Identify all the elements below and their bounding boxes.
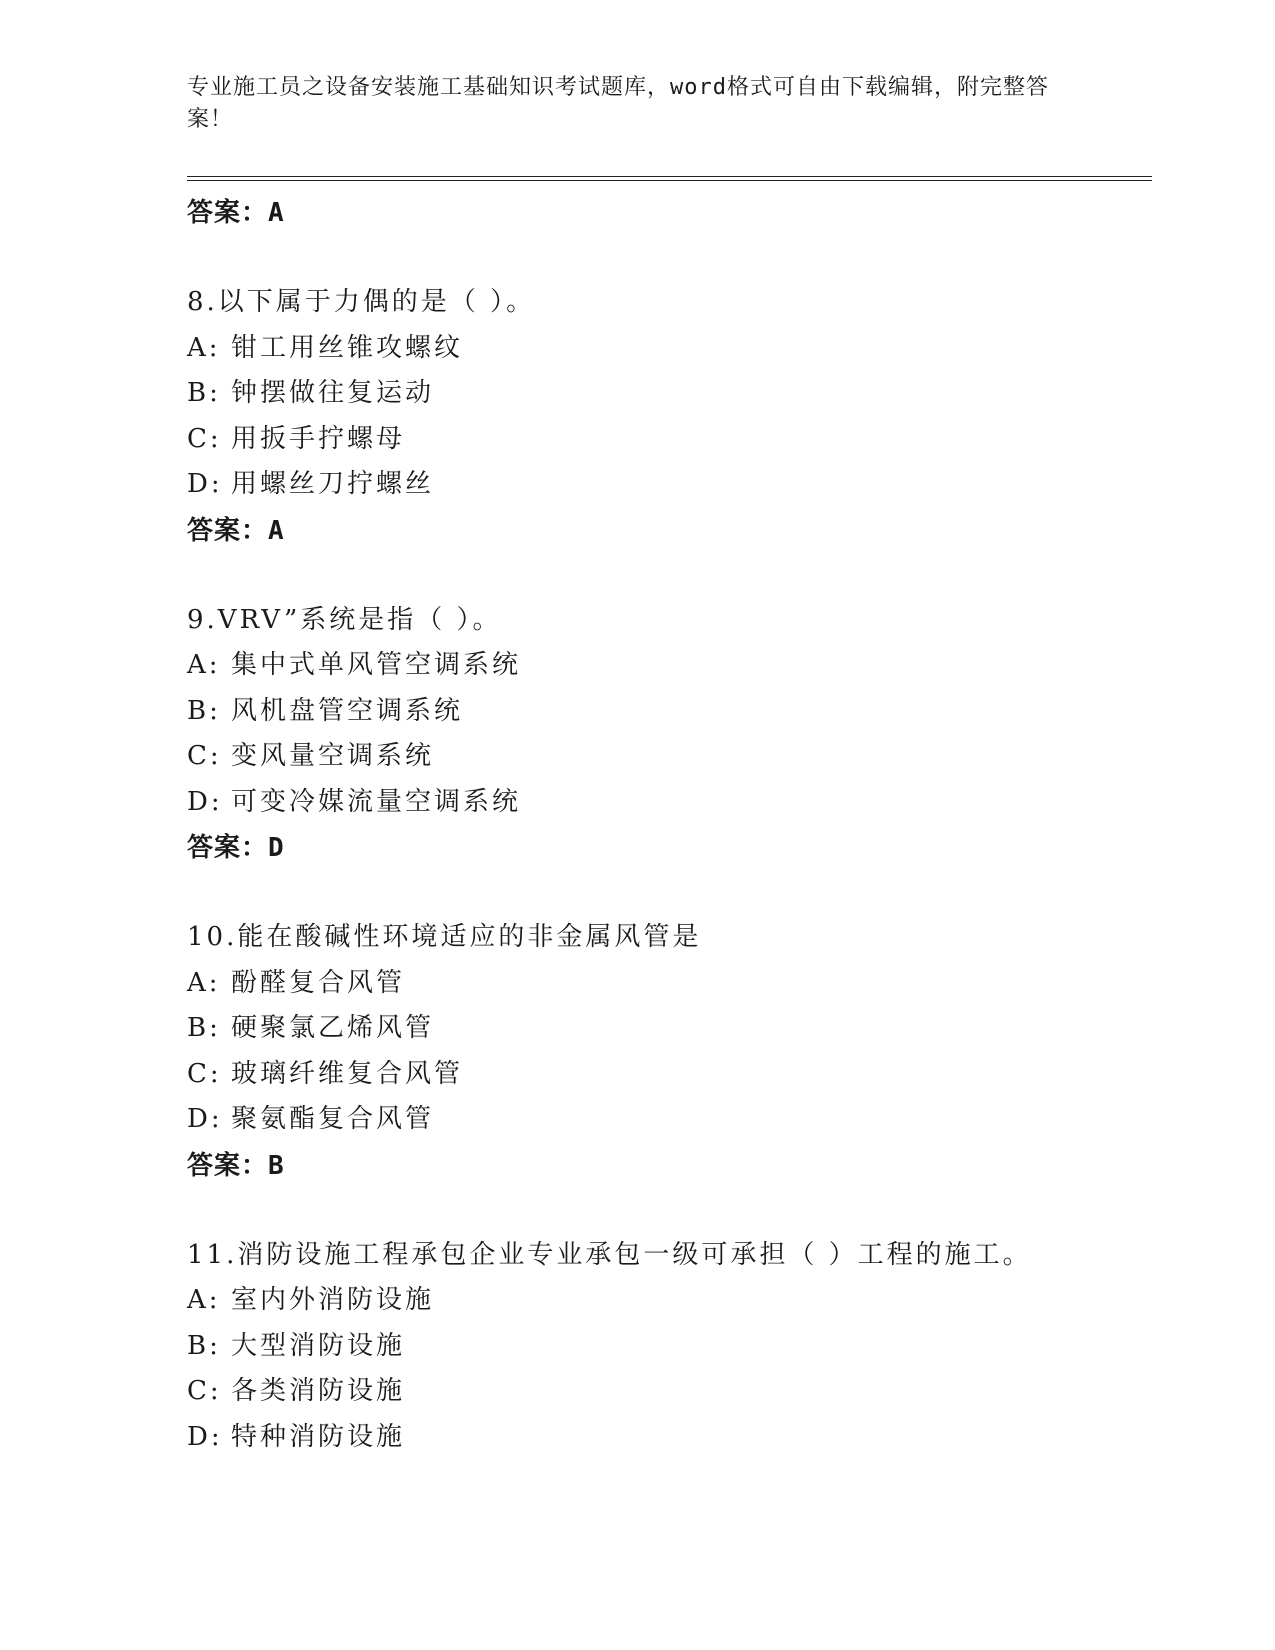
- option-a: [187, 643, 1152, 689]
- option-a: [187, 326, 1152, 372]
- option-letter: B:: [187, 378, 221, 408]
- header-divider-top: [187, 176, 1152, 177]
- question-block: [187, 280, 1152, 554]
- option-a: [187, 1278, 1152, 1324]
- option-d: [187, 780, 1152, 826]
- option-letter: C:: [187, 1058, 222, 1089]
- option-c: [187, 1369, 1152, 1415]
- option-letter: D:: [187, 469, 223, 499]
- option-text: 钟摆做往复运动: [231, 378, 435, 408]
- option-text: 玻璃纤维复合风管: [231, 1058, 464, 1089]
- option-d: [187, 462, 1152, 508]
- option-d: [187, 1097, 1152, 1143]
- option-letter: D:: [187, 786, 223, 817]
- question-stem: 10.能在酸碱性环境适应的非金属风管是: [187, 922, 702, 952]
- question-stem: 8.以下属于力偶的是（ ）。: [187, 287, 536, 317]
- option-letter: A:: [187, 332, 221, 363]
- header-divider-bottom: [187, 180, 1152, 181]
- option-text: 大型消防设施: [231, 1330, 406, 1361]
- option-text: 特种消防设施: [231, 1421, 406, 1452]
- option-c: [187, 1052, 1152, 1098]
- option-text: 集中式单风管空调系统: [231, 650, 522, 680]
- option-letter: D:: [187, 1421, 223, 1452]
- option-b: [187, 1324, 1152, 1370]
- option-letter: B:: [187, 1330, 221, 1361]
- option-c: [187, 734, 1152, 780]
- option-letter: C:: [187, 741, 222, 771]
- answer-label: 答案：A: [187, 515, 285, 546]
- option-letter: A:: [187, 967, 221, 998]
- option-d: [187, 1415, 1152, 1461]
- option-text: 酚醛复合风管: [231, 967, 406, 998]
- question-stem: 9.VRV”系统是指（ ）。: [187, 604, 502, 635]
- option-text: 钳工用丝锥攻螺纹: [231, 332, 464, 363]
- option-text: 用扳手拧螺母: [231, 423, 406, 454]
- option-text: 聚氨酯复合风管: [231, 1104, 435, 1134]
- option-letter: C:: [187, 423, 222, 454]
- question-block: [187, 598, 1152, 872]
- answer-label: 答案：A: [187, 198, 285, 228]
- answer-label: 答案：D: [187, 833, 285, 863]
- question-block: [187, 1233, 1152, 1461]
- document-header: 专业施工员之设备安装施工基础知识考试题库，word格式可自由下载编辑，附完整答案！: [187, 75, 1049, 132]
- option-letter: A:: [187, 650, 221, 680]
- answer-label: 答案：B: [187, 1150, 285, 1181]
- option-text: 可变冷媒流量空调系统: [231, 786, 522, 817]
- option-text: 室内外消防设施: [231, 1285, 435, 1315]
- option-text: 风机盘管空调系统: [231, 695, 464, 726]
- option-b: [187, 1006, 1152, 1052]
- option-letter: C:: [187, 1376, 222, 1406]
- option-text: 硬聚氯乙烯风管: [231, 1013, 435, 1043]
- option-c: [187, 417, 1152, 463]
- option-text: 各类消防设施: [231, 1376, 406, 1406]
- question-stem: 11.消防设施工程承包企业专业承包一级可承担（ ）工程的施工。: [187, 1239, 1032, 1270]
- option-text: 用螺丝刀拧螺丝: [231, 469, 435, 499]
- option-letter: B:: [187, 695, 221, 726]
- option-letter: A:: [187, 1285, 221, 1315]
- option-letter: B:: [187, 1013, 221, 1043]
- option-a: [187, 961, 1152, 1007]
- option-letter: D:: [187, 1104, 223, 1134]
- question-list: [187, 190, 1152, 1460]
- question-block: [187, 915, 1152, 1189]
- option-b: [187, 689, 1152, 735]
- option-text: 变风量空调系统: [231, 741, 435, 771]
- option-b: [187, 371, 1152, 417]
